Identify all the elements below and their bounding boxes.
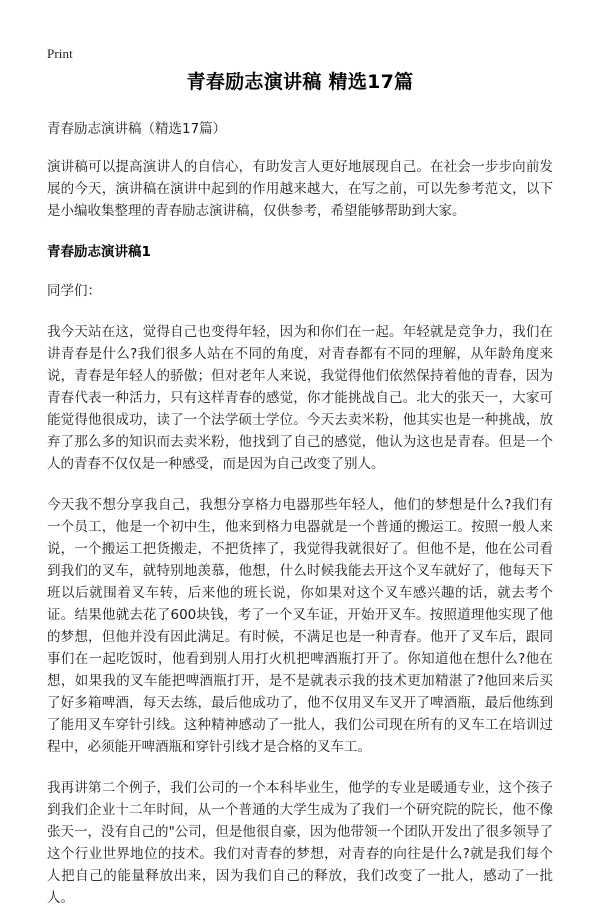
page-title: 青春励志演讲稿 精选17篇 xyxy=(186,71,414,93)
document-subtitle: 青春励志演讲稿（精选17篇） xyxy=(47,121,227,137)
salutation-block xyxy=(47,280,553,302)
article-container xyxy=(47,68,553,909)
print-toolbar xyxy=(47,44,73,62)
body-paragraph-block xyxy=(47,494,553,758)
section-heading: 青春励志演讲稿1 xyxy=(47,244,151,260)
salutation: 同学们： xyxy=(47,283,101,299)
subtitle-block xyxy=(47,119,553,139)
body-paragraph: 我今天站在这，觉得自己也变得年轻，因为和你们在一起。年轻就是竞争力，我们在讲青春是什么?我们很多人站在不同的角度，对青春都有不同的理解，从年龄角度来说，青春是年轻人的骄傲；但对老年人来说，我觉得他们依然保持着他的青春，因为青春代表一种活力，只有这样青春的感觉，你才能挑战自己。北大的张天一，大家可能觉得他很成功，读了一个法学硕士学位。今天去卖米粉，他其实也是一种挑战，放弃了那么多的知识而去卖米粉，他找到了自己的感觉，他认为这也是青春。但是一个人的青春不仅仅是一种感受，而是因为自己改变了别人。 xyxy=(47,324,553,472)
intro-block xyxy=(47,156,553,222)
body-paragraph: 今天我不想分享我自己，我想分享格力电器那些年轻人，他们的梦想是什么?我们有一个员工，他是一个初中生，他来到格力电器就是一个普通的搬运工。按照一般人来说，一个搬运工把货搬走，不把货摔了，我觉得我就很好了。但他不是，他在公司看到我们的叉车，就特别地羡慕，他想，什么时候我能去开这个叉车就好了，他每天下班以后就围着叉车转，后来他的班长说，你如果对这个叉车感兴趣的话，就去考个证。结果他就去花了600块钱，考了一个叉车证，开始开叉车。按照道理他实现了他的梦想，但他并没有因此满足。有时候，不满足也是一种青春。他开了叉车后，跟同事们在一起吃饭时，他看到别人用打火机把啤酒瓶打开了。你知道他在想什么?他在想，如果我的叉车能把啤酒瓶打开，是不是就表示我的技术更加精湛了?他回来后买了好多箱啤酒，每天去练，最后他成功了，他不仅用叉车叉开了啤酒瓶，最后他练到了能用叉车穿针引线。这种精神感动了一批人，我们公司现在所有的叉车工在培训过程中，必须能开啤酒瓶和穿针引线才是合格的叉车工。 xyxy=(47,497,553,755)
body-paragraph: 我再讲第二个例子，我们公司的一个本科毕业生，他学的专业是暖通专业，这个孩子到我们企业十二年时间，从一个普通的大学生成为了我们一个研究院的院长，他不像张天一，没有自己的"公司，但是他很自豪，因为他带领一个团队开发出了很多领导了这个行业世界地位的技术。我们对青春的梦想，对青春的向往是什么?就是我们每个人把自己的能量释放出来，因为我们自己的释放，我们改变了一批人，感动了一批人。 xyxy=(47,780,553,906)
intro-paragraph: 演讲稿可以提高演讲人的自信心，有助发言人更好地展现自己。在社会一步步向前发展的今天，演讲稿在演讲中起到的作用越来越大，在写之前，可以先参考范文，以下是小编收集整理的青春励志演讲稿，仅供参考，希望能够帮助到大家。 xyxy=(47,159,553,219)
body-paragraph-block xyxy=(47,321,553,475)
print-button[interactable]: Print xyxy=(47,46,73,61)
section-heading-block xyxy=(47,242,553,262)
body-paragraph-block xyxy=(47,777,553,909)
